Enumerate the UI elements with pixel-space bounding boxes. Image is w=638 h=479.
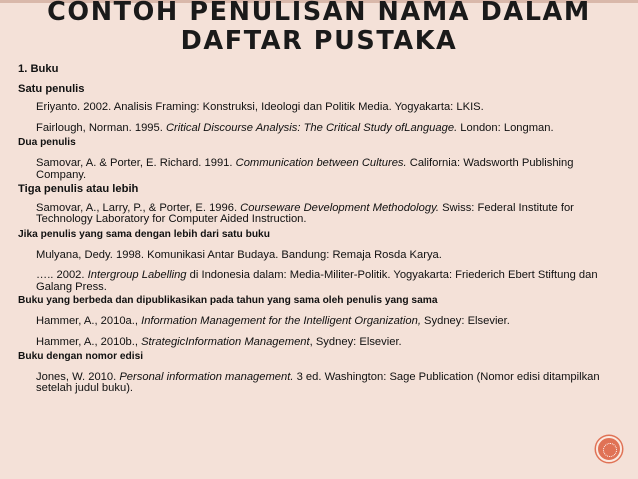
entry-text: Samovar, A., Larry, P., & Porter, E. 1996. bbox=[36, 201, 241, 214]
book-heading: 1. Buku bbox=[18, 63, 59, 75]
entry-title: StrategicInformation Management bbox=[141, 335, 310, 348]
section-heading-penulis-sama: Jika penulis yang sama dengan lebih dari satu buku bbox=[18, 228, 270, 240]
title-line-1: CONTOH PENULISAN NAMA DALAM bbox=[47, 0, 591, 27]
entry-title: Personal information management. bbox=[119, 370, 294, 383]
entry-text: Eriyanto. 2002. Analisis Framing: Konstruksi, Ideologi dan Politik Media. Yogyakarta: LKIS. bbox=[36, 101, 484, 114]
reference-entry bbox=[36, 250, 616, 262]
reference-entry bbox=[36, 372, 616, 395]
entry-text: Samovar, A. & Porter, E. Richard. 1991. bbox=[36, 156, 236, 169]
entry-text: Hammer, A., 2010a., bbox=[36, 314, 142, 327]
reference-entry bbox=[36, 270, 616, 293]
reference-entry bbox=[36, 158, 616, 181]
entry-text: Jones, W. 2010. bbox=[36, 370, 120, 383]
title-line-2: DAFTAR PUSTAKA bbox=[180, 26, 458, 56]
entry-title: Courseware Development Methodology. bbox=[240, 201, 439, 214]
reference-entry bbox=[36, 316, 616, 328]
page-title bbox=[0, 0, 638, 56]
entry-title: Communication between Cultures. bbox=[235, 156, 407, 169]
entry-title: Critical Discourse Analysis: The Critical Study ofLanguage. bbox=[165, 121, 458, 134]
entry-text: di Indonesia dalam: Media-Militer-Politik. Yogyakarta: Friederich Ebert Stiftung dan Galang Press. bbox=[36, 269, 598, 293]
entry-text: ….. 2002. bbox=[36, 269, 88, 282]
section-heading-satu-penulis: Satu penulis bbox=[18, 82, 85, 95]
entry-text: Swiss: Federal Institute for Technology Laboratory for Computer Aided Instruction. bbox=[36, 201, 574, 226]
reference-entry bbox=[36, 102, 616, 114]
entry-text: California: Wadsworth Publishing Company. bbox=[36, 156, 574, 181]
section-heading-nomor-edisi: Buku dengan nomor edisi bbox=[18, 351, 144, 363]
entry-text: London: Longman. bbox=[457, 121, 554, 134]
entry-text: Mulyana, Dedy. 1998. Komunikasi Antar Budaya. Bandung: Remaja Rosda Karya. bbox=[36, 248, 442, 261]
entry-text: , Sydney: Elsevier. bbox=[309, 335, 402, 348]
entry-text: 3 ed. Washington: Sage Publication (Nomor edisi ditampilkan setelah judul buku). bbox=[36, 370, 600, 395]
reference-entry bbox=[36, 337, 616, 349]
entry-text: Sydney: Elsevier. bbox=[420, 314, 510, 327]
content bbox=[18, 64, 624, 395]
entry-text: Hammer, A., 2010b., bbox=[36, 335, 142, 348]
slide-badge-icon bbox=[596, 436, 622, 462]
entry-title: Intergroup Labelling bbox=[87, 269, 187, 282]
section-heading-tiga-penulis: Tiga penulis atau lebih bbox=[18, 183, 139, 196]
reference-entry bbox=[36, 123, 616, 135]
section-heading-tahun-sama: Buku yang berbeda dan dipublikasikan pada tahun yang sama oleh penulis yang sama bbox=[18, 295, 438, 307]
section-heading-dua-penulis: Dua penulis bbox=[18, 137, 76, 149]
reference-entry bbox=[36, 203, 616, 226]
entry-title: Information Management for the Intelligent Organization, bbox=[141, 314, 421, 327]
entry-text: Fairlough, Norman. 1995. bbox=[36, 121, 166, 134]
